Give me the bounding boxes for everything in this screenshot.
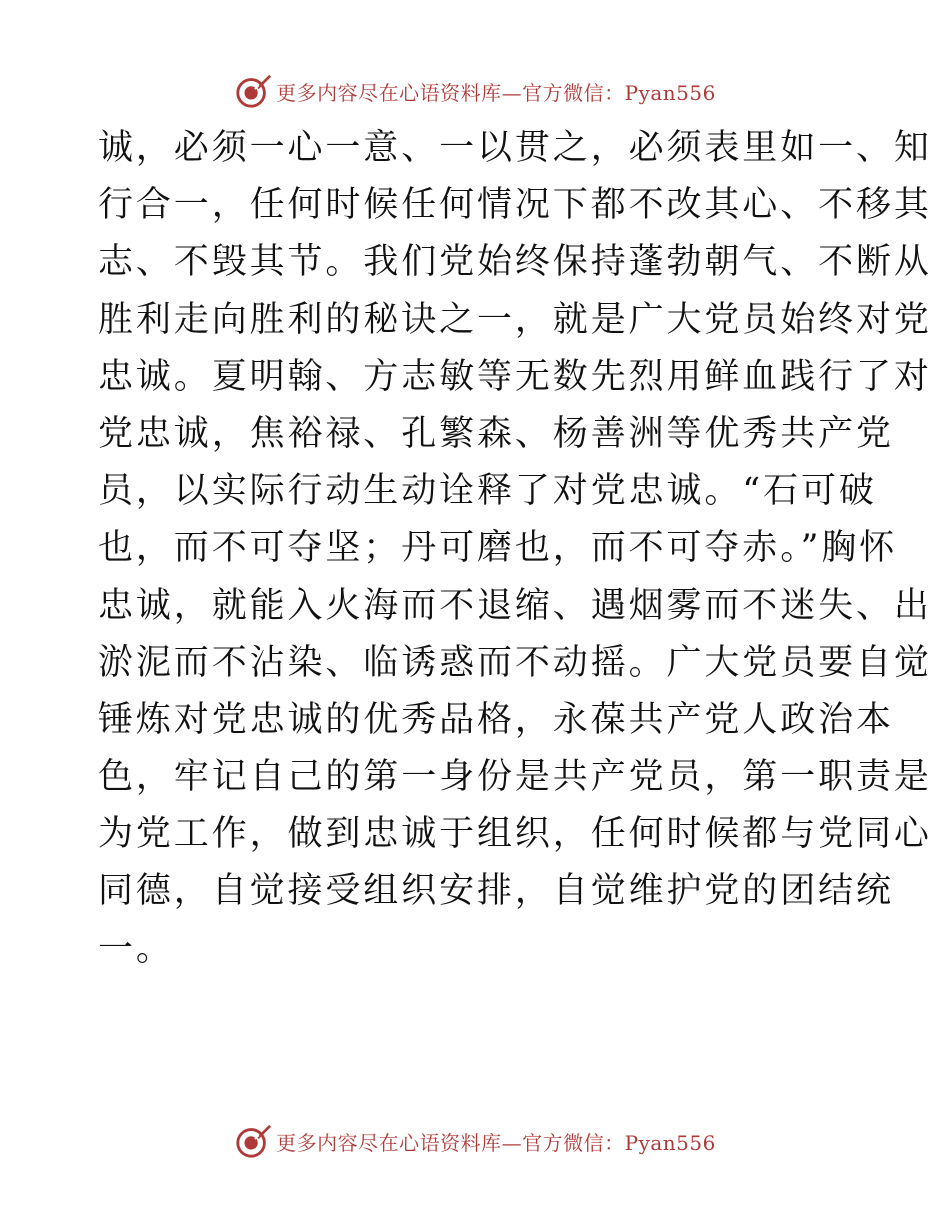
paragraph-line: 锤炼对党忠诚的优秀品格，永葆共产党人政治本 bbox=[98, 699, 894, 740]
pen-logo-icon bbox=[234, 1122, 272, 1160]
paragraph-line: 忠诚。夏明翰、方志敏等无数先烈用鲜血践行了对 bbox=[98, 356, 932, 397]
paragraph-line: 忠诚，就能入火海而不退缩、遇烟雾而不迷失、出 bbox=[98, 585, 932, 626]
pen-logo-icon bbox=[234, 72, 272, 110]
paragraph-line: 也，而不可夺坚；丹可磨也，而不可夺赤。”胸怀 bbox=[98, 528, 898, 569]
footer-watermark bbox=[0, 1121, 950, 1161]
paragraph-line: 同德，自觉接受组织安排，自觉维护党的团结统 bbox=[98, 871, 894, 912]
paragraph-line: 行合一，任何时候任何情况下都不改其心、不移其 bbox=[98, 185, 932, 226]
paragraph-line: 胜利走向胜利的秘诀之一，就是广大党员始终对党 bbox=[98, 299, 932, 340]
footer-watermark-text: 更多内容尽在心语资料库—官方微信：Pyan556 bbox=[276, 1130, 716, 1155]
header-watermark-text: 更多内容尽在心语资料库—官方微信：Pyan556 bbox=[276, 80, 716, 105]
paragraph-line: 党忠诚，焦裕禄、孔繁森、杨善洲等优秀共产党 bbox=[98, 413, 894, 454]
paragraph-line: 志、不毁其节。我们党始终保持蓬勃朝气、不断从 bbox=[98, 242, 932, 283]
paragraph-line: 员，以实际行动生动诠释了对党忠诚。“石可破 bbox=[98, 471, 877, 512]
document-paragraph bbox=[98, 120, 932, 978]
paragraph-line: 诚，必须一心一意、一以贯之，必须表里如一、知 bbox=[98, 128, 932, 168]
paragraph-line: 淤泥而不沾染、临诱惑而不动摇。广大党员要自觉 bbox=[98, 642, 932, 683]
header-watermark bbox=[0, 71, 950, 111]
paragraph-line: 一。 bbox=[98, 928, 174, 969]
paragraph-line: 色，牢记自己的第一身份是共产党员，第一职责是 bbox=[98, 757, 932, 798]
paragraph-line: 为党工作，做到忠诚于组织，任何时候都与党同心 bbox=[98, 814, 932, 855]
